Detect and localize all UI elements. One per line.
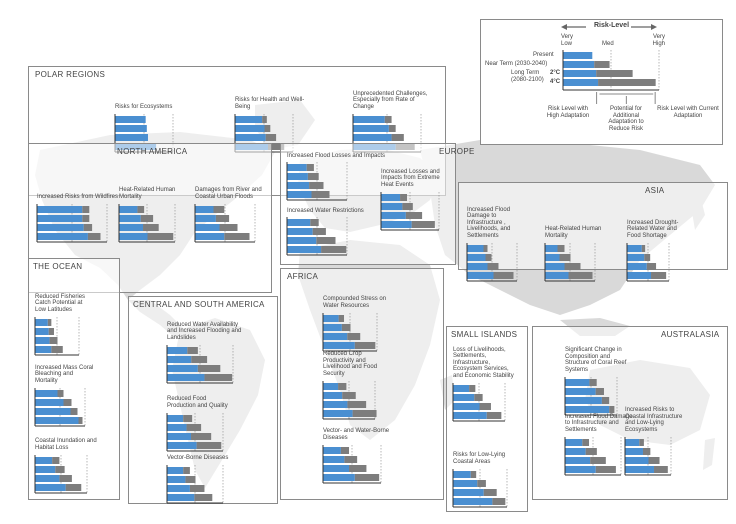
region-panel-8 (532, 326, 728, 500)
region-1-risk-2-bar-high-1 (196, 215, 216, 222)
region-8-risk-1-bar-current-0 (582, 439, 589, 446)
region-1-risk-1-bar-current-0 (137, 206, 144, 213)
region-4-risk-1-bar-high-3 (36, 417, 79, 424)
region-2-risk-1-bar-current-2 (316, 237, 335, 244)
region-6-risk-0-bar-high-2 (324, 333, 348, 340)
region-4-risk-0-bar-high-3 (36, 346, 52, 353)
region-3-risk-1-bar-current-1 (560, 254, 571, 261)
risk-label: Reduced Food Production and Quality (167, 396, 228, 409)
region-8-risk-0-bar-current-1 (596, 388, 604, 395)
risk-label: Vector- and Water-Borne Diseases (323, 428, 390, 441)
risk-label: Increased Risks to Coastal Infrastructure and Low-Lying Ecosystems (625, 407, 683, 433)
region-8-risk-2-bar-high-0 (626, 439, 640, 446)
legend-panel (480, 19, 723, 145)
legend-row-long-term: Long Term (2080-2100) (511, 70, 544, 83)
region-1-risk-0-bars (37, 204, 111, 244)
region-panel-7 (446, 326, 528, 512)
region-1-risk-0-bar-high-2 (38, 224, 84, 231)
region-4-risk-1-bars (35, 388, 89, 428)
legend-note-current: Risk Level with Current Adaptation (657, 106, 719, 119)
risk-label: Increased Flood Damage to Infrastructure , Livelihoods, and Settlements (467, 206, 511, 239)
risk-label: Unprecedented Challenges, Especially from Rate of Change (353, 90, 428, 110)
region-3-risk-0-bar-high-3 (468, 272, 494, 279)
risk-label: Increased Mass Coral Bleaching and Mortality (35, 364, 94, 384)
region-8-risk-2-bar-current-0 (639, 439, 644, 446)
legend-bar-high-2 (564, 70, 597, 77)
region-panel-4 (28, 258, 120, 500)
region-4-risk-2-bars (35, 455, 91, 495)
region-1-risk-1-bar-high-1 (120, 215, 141, 222)
region-3-risk-0-bar-high-1 (468, 254, 486, 261)
risk-label: Loss of Livelihoods, Settlements, Infrastructure, Ecosystem Services, and Economic Stability (453, 346, 514, 379)
region-1-risk-2-bar-high-0 (196, 206, 214, 213)
region-1-risk-2-bar-current-1 (216, 215, 229, 222)
region-3-risk-2-bar-high-3 (628, 272, 652, 279)
region-panel-6 (280, 268, 444, 500)
region-title: AFRICA (287, 272, 319, 281)
legend-note-high: Risk Level with High Adaptation (546, 106, 590, 119)
region-5-risk-2-bar-current-2 (190, 485, 205, 492)
region-2-risk-0-bar-current-0 (307, 164, 314, 171)
region-title: THE OCEAN (33, 262, 83, 271)
legend-row-near-term: Near Term (2030-2040) (485, 61, 548, 67)
region-3-risk-0-bar-high-2 (468, 263, 488, 270)
region-5-risk-2-bar-current-3 (194, 494, 212, 501)
risk-label: Reduced Fisheries Catch Potential at Low Latitudes (35, 293, 86, 313)
region-5-risk-2-bar-current-1 (185, 476, 195, 483)
region-title: ASIA (645, 186, 665, 195)
legend-row-2c: 2°C (550, 70, 561, 76)
region-6-risk-0-bar-current-1 (342, 324, 351, 331)
region-2-risk-2-bar-high-0 (382, 194, 401, 201)
region-title: CENTRAL AND SOUTH AMERICA (133, 300, 265, 309)
region-6-risk-1-bar-current-0 (338, 383, 346, 390)
region-6-risk-2-bar-current-2 (349, 465, 366, 472)
region-1-risk-0-bar-current-2 (84, 224, 92, 231)
region-6-risk-0-bar-current-0 (339, 315, 344, 322)
region-3-risk-2-bars (627, 243, 673, 283)
region-5-risk-0-bar-high-3 (168, 374, 205, 381)
risk-label: Reduced Crop Productivity and Livelihood and Food Security (323, 351, 378, 377)
region-5-risk-1-bar-current-3 (197, 442, 222, 449)
region-6-risk-2-bar-high-2 (324, 465, 350, 472)
legend-bar-high-3 (564, 79, 599, 86)
risk-label: Increased Risks from Wildfires (37, 193, 119, 200)
region-3-risk-0-bar-high-0 (468, 245, 484, 252)
risk-label: Vector-Borne Diseases (167, 454, 229, 461)
region-4-risk-0-bar-high-0 (36, 319, 48, 326)
region-3-risk-1-bar-high-0 (546, 245, 558, 252)
region-3-risk-1-bar-current-2 (565, 263, 581, 270)
risk-label: Increased Losses and Impacts from Extreme Heat Events (381, 168, 440, 188)
region-5-risk-1-bar-high-2 (168, 433, 192, 440)
region-1-risk-1-bar-current-1 (141, 215, 153, 222)
risk-label: Coastal Inundation and Habitat Loss (35, 438, 97, 451)
region-3-risk-2-bar-current-1 (644, 254, 650, 261)
region-2-risk-0-bar-high-1 (288, 173, 308, 180)
risk-label: Risks for Ecosystems (115, 103, 173, 110)
region-1-risk-2-bar-high-3 (196, 233, 225, 240)
risk-label: Risks for Health and Well-Being (235, 97, 305, 110)
region-3-risk-1-bars (545, 243, 599, 283)
region-7-risk-1-bar-high-2 (454, 489, 484, 496)
region-4-risk-0-bar-current-0 (48, 319, 52, 326)
region-7-risk-1-bar-current-2 (484, 489, 497, 496)
risk-label: Increased Water Restrictions (287, 208, 364, 214)
region-4-risk-2-bar-current-0 (52, 457, 59, 464)
region-8-risk-2-bar-high-2 (626, 457, 649, 464)
region-0-risk-0-bar-high-2 (116, 134, 148, 141)
legend-arrowhead-right (651, 24, 657, 30)
risk-label: Significant Change in Composition and Structure of Coral Reef Systems (565, 347, 627, 373)
region-5-risk-1-bar-current-2 (191, 433, 211, 440)
region-2-risk-2-bar-current-3 (412, 221, 435, 228)
risk-label: Compounded Stress on Water Resources (323, 296, 387, 309)
legend-med: Med (602, 41, 614, 47)
region-8-risk-2-bar-high-1 (626, 448, 643, 455)
risk-label: Heat-Related Human Mortality (545, 226, 602, 239)
region-6-risk-1-bar-current-1 (342, 392, 356, 399)
risk-label: Risks for Low-Lying Coastal Areas (453, 452, 506, 465)
region-0-risk-2-bar-high-0 (354, 116, 385, 123)
region-6-risk-2-bar-current-0 (341, 447, 349, 454)
region-8-risk-0-bar-current-2 (602, 397, 609, 404)
region-7-risk-0-bars (453, 383, 509, 423)
region-3-risk-0-bar-current-1 (486, 254, 492, 261)
region-2-risk-0-bar-high-3 (288, 191, 312, 198)
region-title: AUSTRALASIA (661, 330, 720, 339)
region-7-risk-0-bar-current-3 (487, 412, 502, 419)
region-5-risk-0-bar-current-0 (187, 347, 198, 354)
region-1-risk-0-bar-high-3 (38, 233, 88, 240)
region-5-risk-0-bar-current-2 (198, 365, 220, 372)
region-3-risk-0-bar-current-2 (488, 263, 499, 270)
region-1-risk-1-bars (119, 204, 179, 244)
region-4-risk-2-bar-high-2 (36, 475, 60, 482)
region-7-risk-1-bar-current-3 (492, 498, 505, 505)
region-2-risk-1-bar-current-3 (321, 246, 346, 253)
region-8-risk-0-bar-high-1 (566, 388, 596, 395)
region-8-risk-0-bar-high-0 (566, 379, 590, 386)
legend-very-low: Very Low (561, 34, 574, 47)
region-8-risk-0-bar-current-0 (589, 379, 596, 386)
region-1-risk-0-bar-current-0 (82, 206, 89, 213)
region-4-risk-2-bar-current-1 (55, 466, 64, 473)
region-title: POLAR REGIONS (35, 70, 106, 79)
region-3-risk-1-bar-high-3 (546, 272, 569, 279)
region-5-risk-2-bar-high-1 (168, 476, 186, 483)
region-4-risk-0-bar-current-3 (51, 346, 62, 353)
region-2-risk-2-bars (381, 192, 443, 232)
region-6-risk-0-bars (323, 313, 381, 353)
region-4-risk-2-bar-current-3 (66, 484, 82, 491)
region-0-risk-2-bar-high-2 (354, 134, 392, 141)
region-8-risk-2-bar-current-3 (654, 466, 668, 473)
region-1-risk-2-bar-current-0 (214, 206, 225, 213)
region-0-risk-1-bar-current-1 (265, 125, 271, 132)
region-3-risk-2-bar-current-3 (651, 272, 666, 279)
region-4-risk-2-bar-high-3 (36, 484, 66, 491)
region-8-risk-1-bar-high-2 (566, 457, 591, 464)
region-5-risk-1-bars (167, 413, 227, 453)
region-1-risk-2-bar-current-3 (224, 233, 249, 240)
region-8-risk-2-bars (625, 437, 675, 477)
region-8-risk-0-bar-current-3 (609, 406, 614, 413)
region-4-risk-2-bar-high-0 (36, 457, 53, 464)
region-8-risk-0-bar-high-2 (566, 397, 602, 404)
region-1-risk-1-bar-current-2 (143, 224, 159, 231)
legend-note-potential: Potential for Additional Adaptation to Reduce Risk (608, 106, 644, 132)
region-4-risk-1-bar-current-3 (79, 417, 83, 424)
region-5-risk-0-bar-high-2 (168, 365, 198, 372)
region-5-risk-2-bar-high-0 (168, 467, 184, 474)
region-8-risk-2-bar-current-1 (643, 448, 650, 455)
region-4-risk-1-bar-high-0 (36, 390, 58, 397)
region-2-risk-2-bar-high-2 (382, 212, 406, 219)
legend-bar-current-2 (596, 70, 632, 77)
region-3-risk-2-bar-current-2 (647, 263, 656, 270)
region-1-risk-0-bar-high-0 (38, 206, 83, 213)
region-8-risk-1-bar-current-1 (586, 448, 597, 455)
region-4-risk-1-bar-high-1 (36, 399, 64, 406)
region-3-risk-2-bar-high-0 (628, 245, 642, 252)
region-3-risk-2-bar-current-0 (642, 245, 645, 252)
region-2-risk-0-bar-current-3 (312, 191, 330, 198)
region-4-risk-0-bar-high-1 (36, 328, 49, 335)
region-1-risk-2-bars (195, 204, 259, 244)
region-6-risk-1-bar-high-0 (324, 383, 339, 390)
region-2-risk-0-bar-high-0 (288, 164, 307, 171)
region-6-risk-0-bar-current-2 (347, 333, 360, 340)
region-2-risk-1-bar-high-1 (288, 228, 313, 235)
region-3-risk-0-bars (467, 243, 521, 283)
region-panel-5 (128, 296, 278, 504)
region-2-risk-0-bars (287, 162, 351, 202)
region-0-risk-1-bar-current-0 (262, 116, 267, 123)
region-2-risk-2-bar-current-0 (400, 194, 407, 201)
region-3-risk-1-bar-high-2 (546, 263, 565, 270)
legend-bar-high-0 (564, 52, 593, 59)
region-7-risk-0-bar-high-2 (454, 403, 480, 410)
region-4-risk-2-bar-high-1 (36, 466, 56, 473)
region-5-risk-0-bar-current-1 (191, 356, 207, 363)
region-8-risk-1-bar-current-3 (596, 466, 616, 473)
region-6-risk-2-bar-current-1 (344, 456, 357, 463)
region-4-risk-0-bar-current-2 (50, 337, 58, 344)
region-3-risk-2-bar-high-1 (628, 254, 645, 261)
region-5-risk-2-bar-current-0 (183, 467, 190, 474)
region-5-risk-1-bar-current-1 (187, 424, 202, 431)
region-2-risk-1-bar-high-2 (288, 237, 317, 244)
region-7-risk-0-bar-current-2 (480, 403, 491, 410)
region-0-risk-2-bar-current-1 (389, 125, 396, 132)
risk-label: Increased Flood Damage to Infrastructure and Settlements (565, 413, 633, 433)
risk-label: Damages from River and Coastal Urban Floods (195, 187, 262, 200)
region-2-risk-1-bar-high-0 (288, 219, 311, 226)
region-1-risk-2-bar-high-2 (196, 224, 220, 231)
region-4-risk-1-bar-current-0 (58, 390, 64, 397)
region-7-risk-1-bar-high-0 (454, 471, 471, 478)
region-5-risk-0-bar-current-3 (204, 374, 232, 381)
region-title: EUROPE (439, 147, 475, 156)
region-7-risk-1-bar-high-1 (454, 480, 478, 487)
region-4-risk-0-bar-high-2 (36, 337, 50, 344)
risk-label: Reduced Water Availability and Increased Flooding and Landslides (167, 321, 242, 341)
region-6-risk-0-bar-current-3 (355, 342, 376, 349)
region-5-risk-2-bars (167, 465, 227, 505)
region-5-risk-2-bar-high-2 (168, 485, 190, 492)
region-1-risk-1-bar-high-0 (120, 206, 138, 213)
region-4-risk-1-bar-current-2 (71, 408, 78, 415)
region-7-risk-1-bars (453, 469, 511, 509)
region-5-risk-1-bar-high-1 (168, 424, 187, 431)
region-0-risk-1-bar-high-2 (236, 134, 266, 141)
region-4-risk-1-bar-current-1 (64, 399, 72, 406)
region-5-risk-1-bar-high-0 (168, 415, 184, 422)
region-6-risk-1-bars (323, 381, 379, 421)
region-6-risk-0-bar-high-0 (324, 315, 339, 322)
risk-label: Increased Flood Losses and Impacts (287, 153, 386, 159)
region-2-risk-0-bar-current-1 (308, 173, 319, 180)
region-6-risk-1-bar-current-2 (347, 401, 366, 408)
region-2-risk-2-bar-high-3 (382, 221, 412, 228)
region-3-risk-0-bar-current-3 (494, 272, 514, 279)
region-4-risk-0-bar-current-1 (49, 328, 54, 335)
region-8-risk-0-bars (565, 377, 621, 417)
region-1-risk-1-bar-high-2 (120, 224, 144, 231)
region-title: NORTH AMERICA (117, 147, 188, 156)
region-8-risk-1-bar-high-3 (566, 466, 596, 473)
region-2-risk-1-bar-current-0 (310, 219, 318, 226)
region-0-risk-1-bar-high-1 (236, 125, 265, 132)
region-5-risk-1-bar-high-3 (168, 442, 197, 449)
region-2-risk-1-bar-high-3 (288, 246, 322, 253)
legend-arrowhead-left (561, 24, 567, 30)
region-1-risk-1-bar-current-3 (148, 233, 174, 240)
region-3-risk-0-bar-current-0 (484, 245, 488, 252)
region-8-risk-2-bar-current-2 (649, 457, 660, 464)
region-6-risk-1-bar-high-3 (324, 410, 353, 417)
region-2-risk-2-bar-current-2 (406, 212, 422, 219)
region-5-risk-0-bars (167, 345, 237, 385)
region-7-risk-1-bar-current-0 (471, 471, 476, 478)
region-6-risk-2-bar-current-3 (355, 474, 379, 481)
region-2-risk-1-bar-current-1 (313, 228, 326, 235)
region-8-risk-1-bar-high-0 (566, 439, 583, 446)
region-2-risk-0-bar-current-2 (309, 182, 323, 189)
region-7-risk-1-bar-current-1 (477, 480, 486, 487)
region-5-risk-1-bar-current-0 (183, 415, 192, 422)
legend-row-present: Present (533, 52, 554, 58)
region-title: SMALL ISLANDS (451, 330, 518, 339)
region-6-risk-2-bar-high-3 (324, 474, 355, 481)
region-7-risk-0-bar-current-0 (469, 385, 475, 392)
region-6-risk-0-bar-high-1 (324, 324, 342, 331)
legend-bar-current-3 (598, 79, 656, 86)
region-4-risk-1-bar-high-2 (36, 408, 71, 415)
region-panel-2 (280, 143, 475, 265)
region-7-risk-0-bar-current-1 (474, 394, 482, 401)
legend-title: Risk-Level (594, 22, 630, 29)
legend-row-4c: 4°C (550, 79, 561, 85)
region-5-risk-2-bar-high-3 (168, 494, 195, 501)
region-panel-3 (458, 182, 728, 270)
region-8-risk-1-bar-current-2 (590, 457, 606, 464)
region-8-risk-0-bar-high-3 (566, 406, 610, 413)
region-0-risk-2-bar-current-0 (385, 116, 392, 123)
region-2-risk-1-bars (287, 217, 351, 257)
region-3-risk-1-bar-current-0 (558, 245, 565, 252)
region-2-risk-2-bar-current-1 (402, 203, 412, 210)
region-2-risk-2-bar-high-1 (382, 203, 403, 210)
region-7-risk-1-bar-high-3 (454, 498, 493, 505)
region-1-risk-0-bar-high-1 (38, 215, 83, 222)
legend-bar-current-1 (594, 61, 609, 68)
region-6-risk-1-bar-high-1 (324, 392, 343, 399)
region-1-risk-2-bar-current-2 (220, 224, 238, 231)
region-6-risk-2-bar-high-0 (324, 447, 341, 454)
region-5-risk-0-bar-high-1 (168, 356, 192, 363)
region-6-risk-2-bars (323, 445, 385, 485)
region-4-risk-2-bar-current-2 (59, 475, 71, 482)
region-4-risk-0-bars (35, 317, 83, 357)
region-3-risk-1-bar-high-1 (546, 254, 560, 261)
legend-bar-high-1 (564, 61, 595, 68)
region-0-risk-1-bar-high-0 (236, 116, 263, 123)
region-0-risk-2-bar-high-1 (354, 125, 389, 132)
region-7-risk-0-bar-high-1 (454, 394, 475, 401)
region-0-risk-0-bar-high-0 (116, 116, 146, 123)
region-8-risk-1-bar-high-1 (566, 448, 586, 455)
region-1-risk-0-bar-current-3 (88, 233, 101, 240)
region-2-risk-0-bar-high-2 (288, 182, 310, 189)
risk-label: Heat-Related Human Mortality (119, 187, 176, 200)
region-5-risk-0-bar-high-0 (168, 347, 188, 354)
region-0-risk-1-bar-current-2 (266, 134, 276, 141)
region-6-risk-1-bar-high-2 (324, 401, 348, 408)
region-6-risk-2-bar-high-1 (324, 456, 345, 463)
region-1-risk-0-bar-current-1 (82, 215, 89, 222)
region-3-risk-2-bar-high-2 (628, 263, 647, 270)
region-1-risk-1-bar-high-3 (120, 233, 148, 240)
region-6-risk-1-bar-current-3 (353, 410, 377, 417)
region-0-risk-2-bar-current-2 (392, 134, 404, 141)
risk-label: Increased Drought-Related Water and Food Shortage (627, 219, 679, 239)
region-8-risk-2-bar-high-3 (626, 466, 655, 473)
region-8-risk-1-bars (565, 437, 625, 477)
region-7-risk-0-bar-high-3 (454, 412, 487, 419)
region-6-risk-0-bar-high-3 (324, 342, 355, 349)
region-0-risk-0-bar-high-1 (116, 125, 147, 132)
legend-very-high: Very High (652, 34, 665, 47)
region-7-risk-0-bar-high-0 (454, 385, 470, 392)
region-3-risk-1-bar-current-3 (569, 272, 593, 279)
